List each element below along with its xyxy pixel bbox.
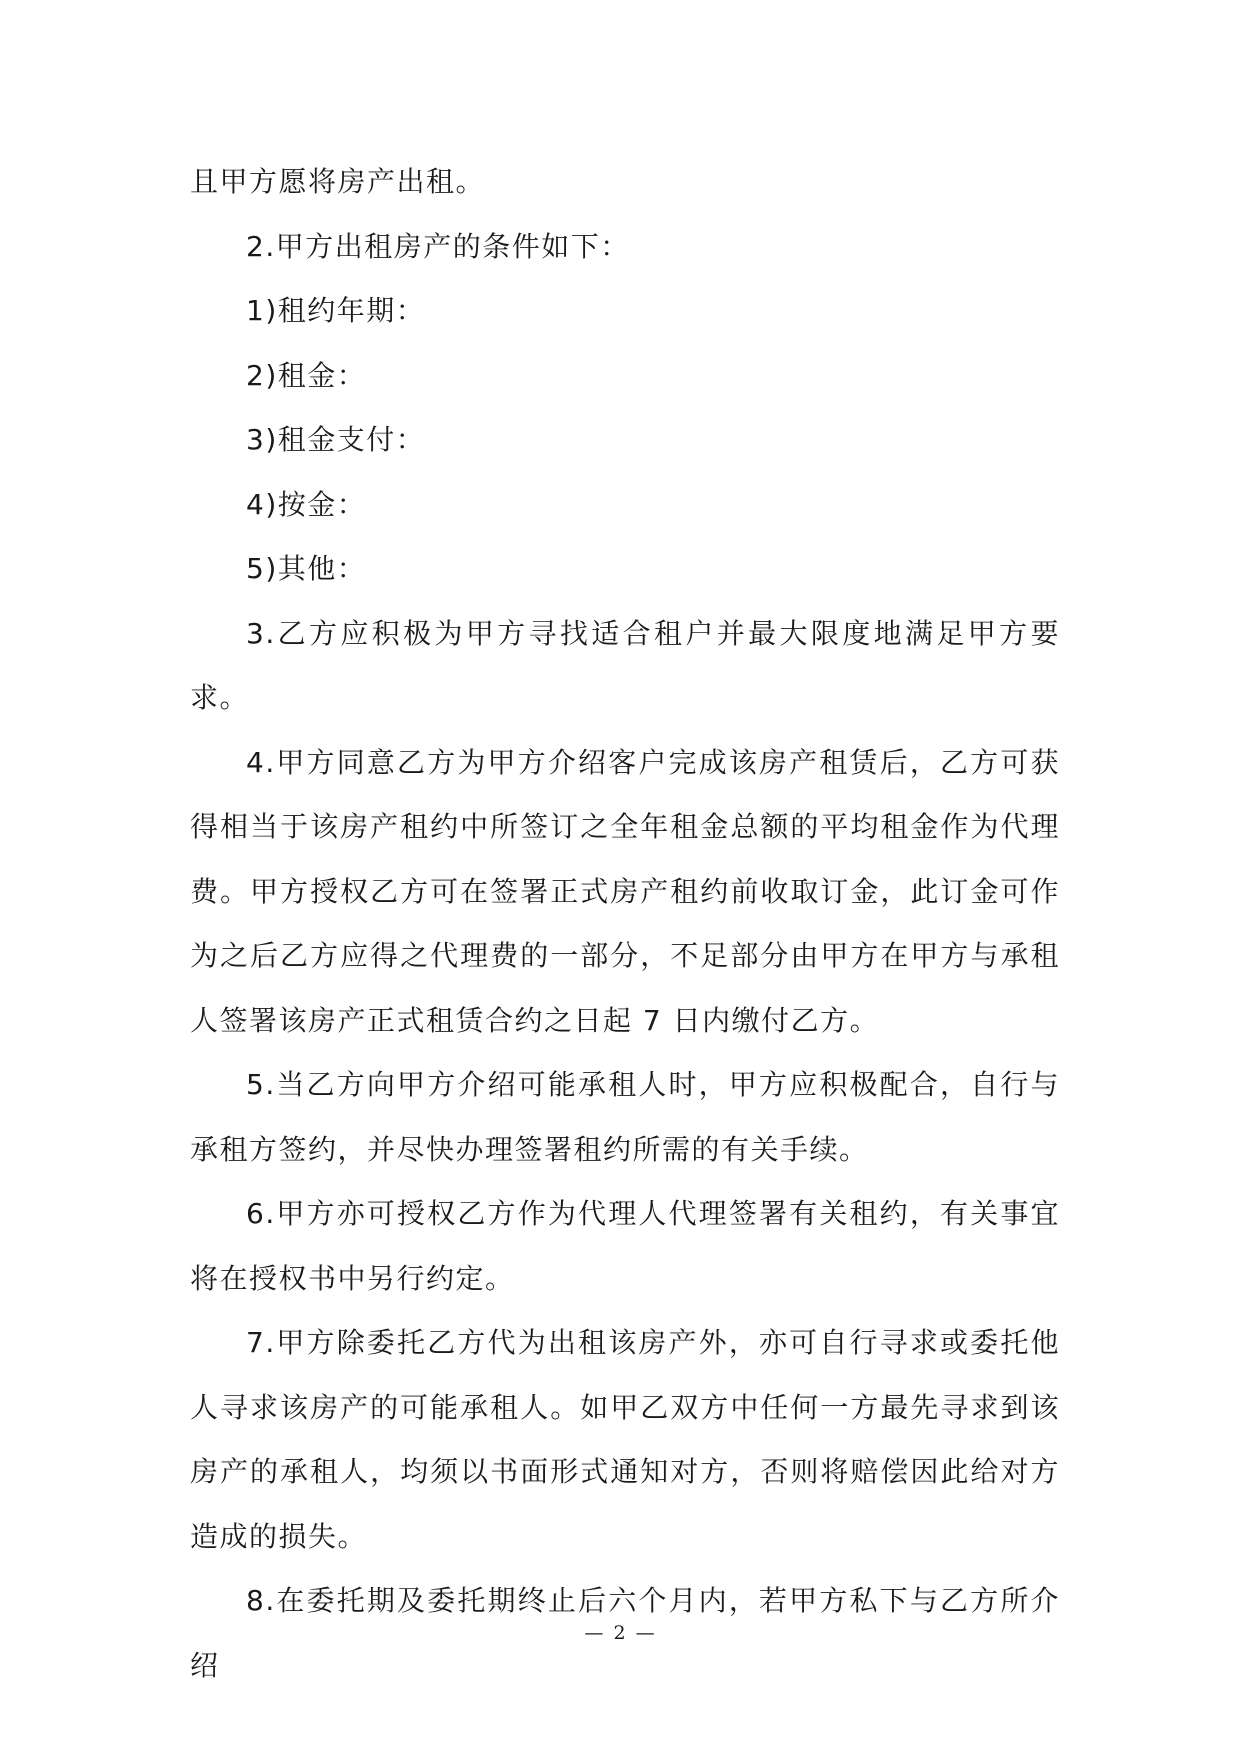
paragraph-term-3: 3)租金支付： bbox=[246, 423, 426, 456]
paragraph-term-1: 1)租约年期： bbox=[246, 294, 426, 327]
paragraph-clause-6: 6.甲方亦可授权乙方作为代理人代理签署有关租约，有关事宜将在授权书中另行约定。 bbox=[190, 1197, 1060, 1295]
paragraph-term-5: 5)其他： bbox=[246, 552, 367, 585]
paragraph-clause-3: 3.乙方应积极为甲方寻找适合租户并最大限度地满足甲方要求。 bbox=[190, 616, 1060, 714]
paragraph-term-2: 2)租金： bbox=[246, 358, 367, 392]
paragraph-clause-4: 4.甲方同意乙方为甲方介绍客户完成该房产租赁后，乙方可获得相当于该房产租约中所签订之全年租金总额的平均租金作为代理费。甲方授权乙方可在签署正式房产租约前收取订金，此订金可作为之后乙方应得之代理费的一部分，不足部分由甲方在甲方与承租人签署该房产正式租赁合约之日起 7 日内缴付乙方。 bbox=[190, 745, 1060, 1037]
paragraph-term-4: 4)按金： bbox=[246, 487, 367, 521]
paragraph-clause-5: 5.当乙方向甲方介绍可能承租人时，甲方应积极配合，自行与承租方签约，并尽快办理签署租约所需的有关手续。 bbox=[190, 1068, 1060, 1166]
page-number: — 2 — bbox=[584, 1622, 657, 1644]
paragraph-clause-2: 2.甲方出租房产的条件如下： bbox=[246, 229, 630, 263]
paragraph-clause-7: 7.甲方除委托乙方代为出租该房产外，亦可自行寻求或委托他人寻求该房产的可能承租人。如甲乙双方中任何一方最先寻求到该房产的承租人，均须以书面形式通知对方，否则将赔偿因此给对方造成的损失。 bbox=[190, 1326, 1060, 1553]
document-body bbox=[190, 150, 1060, 1698]
paragraph-continuation: 且甲方愿将房产出租。 bbox=[190, 165, 486, 198]
paragraph-clause-8: 8.在委托期及委托期终止后六个月内，若甲方私下与乙方所介绍 bbox=[190, 1584, 1060, 1682]
